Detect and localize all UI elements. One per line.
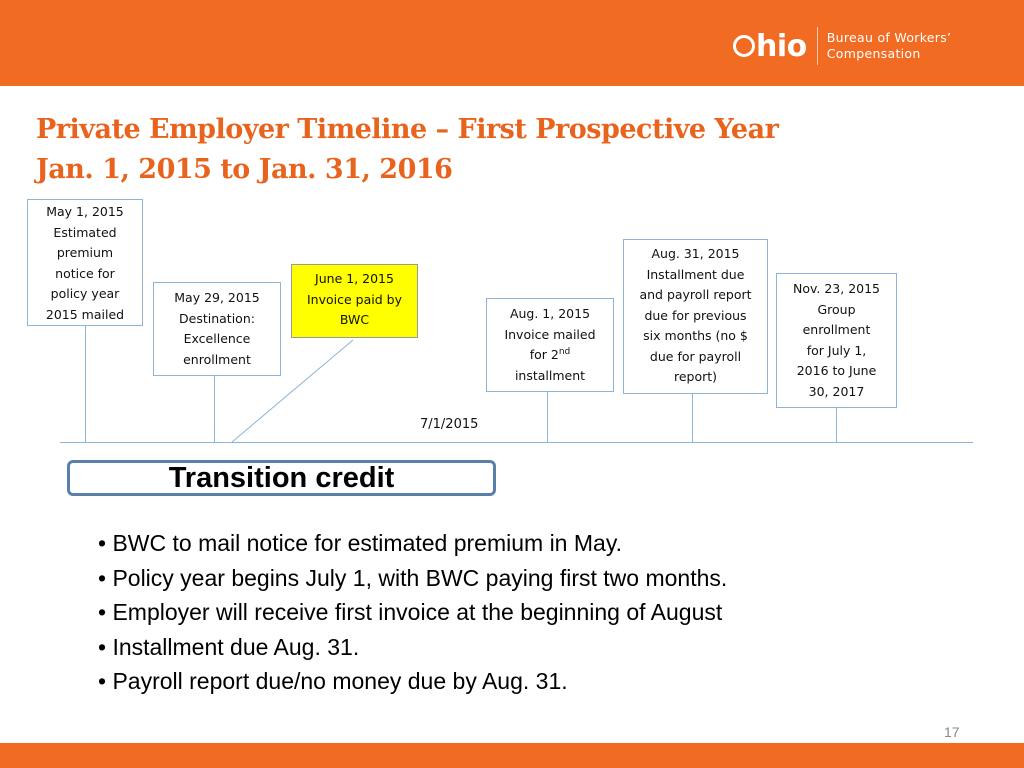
event-text: 2015 mailed [45, 306, 125, 322]
page-number: 17 [944, 724, 960, 740]
slide-title-line1: Private Employer Timeline – First Prospective Year [36, 114, 779, 145]
event-text: and payroll report [639, 287, 752, 302]
event-text: installment [514, 367, 586, 383]
event-text: Estimated [53, 224, 117, 240]
bullet-item: • Installment due Aug. 31. [98, 633, 360, 660]
event-text: Excellence [183, 331, 251, 346]
event-text: May 1, 2015 [46, 204, 124, 219]
event-text: 2016 to June [796, 363, 877, 378]
event-text: Invoice mailed [504, 326, 596, 342]
bullet-item: • BWC to mail notice for estimated premium in May. [98, 530, 623, 556]
bullet-item: • Payroll report due/no money due by Aug. 31. [98, 668, 568, 694]
event-text: Aug. 1, 2015 [509, 306, 591, 321]
event-text: report) [673, 369, 718, 384]
event-text: Group [817, 301, 856, 317]
event-text: Nov. 23, 2015 [792, 281, 881, 296]
event-text: Invoice paid by [307, 291, 402, 307]
footer-bar [0, 743, 1024, 768]
event-box-may-29 [153, 282, 281, 376]
event-text-part: for 2 [529, 347, 559, 362]
event-text: six months (no $ [643, 328, 748, 343]
event-box-june-1 [291, 264, 418, 338]
event-text: May 29, 2015 [174, 290, 260, 305]
bullet-item: • Policy year begins July 1, with BWC paying first two months. [98, 564, 728, 591]
bullet-list [98, 526, 727, 699]
event-text: BWC [339, 312, 370, 327]
org-name-line2: Compensation [826, 46, 921, 61]
event-box-aug-1 [486, 298, 614, 392]
event-text: enrollment [802, 322, 871, 337]
event-text: notice for [55, 265, 115, 281]
bullet-item: • Employer will receive first invoice at the beginning of August [98, 599, 723, 625]
event-text: June 1, 2015 [315, 271, 394, 286]
event-box-aug-31 [623, 239, 768, 394]
ohio-wordmark-text: hio [756, 28, 807, 64]
event-text: enrollment [183, 351, 251, 367]
transition-credit-box: Transition credit [67, 460, 496, 496]
event-text: Installment due [646, 266, 745, 282]
event-box-nov-23 [776, 273, 897, 408]
event-text: due for payroll [649, 348, 742, 364]
event-text: Destination: [179, 310, 255, 326]
slide-title-line2: Jan. 1, 2015 to Jan. 31, 2016 [36, 154, 453, 185]
ordinal-suffix: nd [558, 346, 571, 357]
event-box-may-1 [27, 199, 143, 326]
event-text: Aug. 31, 2015 [651, 246, 740, 261]
event-text: premium [56, 245, 114, 260]
event-text [487, 345, 613, 366]
event-text: due for previous [644, 307, 747, 323]
event-text: policy year [50, 286, 120, 301]
timeline-date-label: 7/1/2015 [420, 417, 479, 432]
org-name-line1: Bureau of Workers’ [826, 30, 952, 45]
event-text: 30, 2017 [808, 383, 865, 399]
event-text: for July 1, [806, 342, 867, 358]
